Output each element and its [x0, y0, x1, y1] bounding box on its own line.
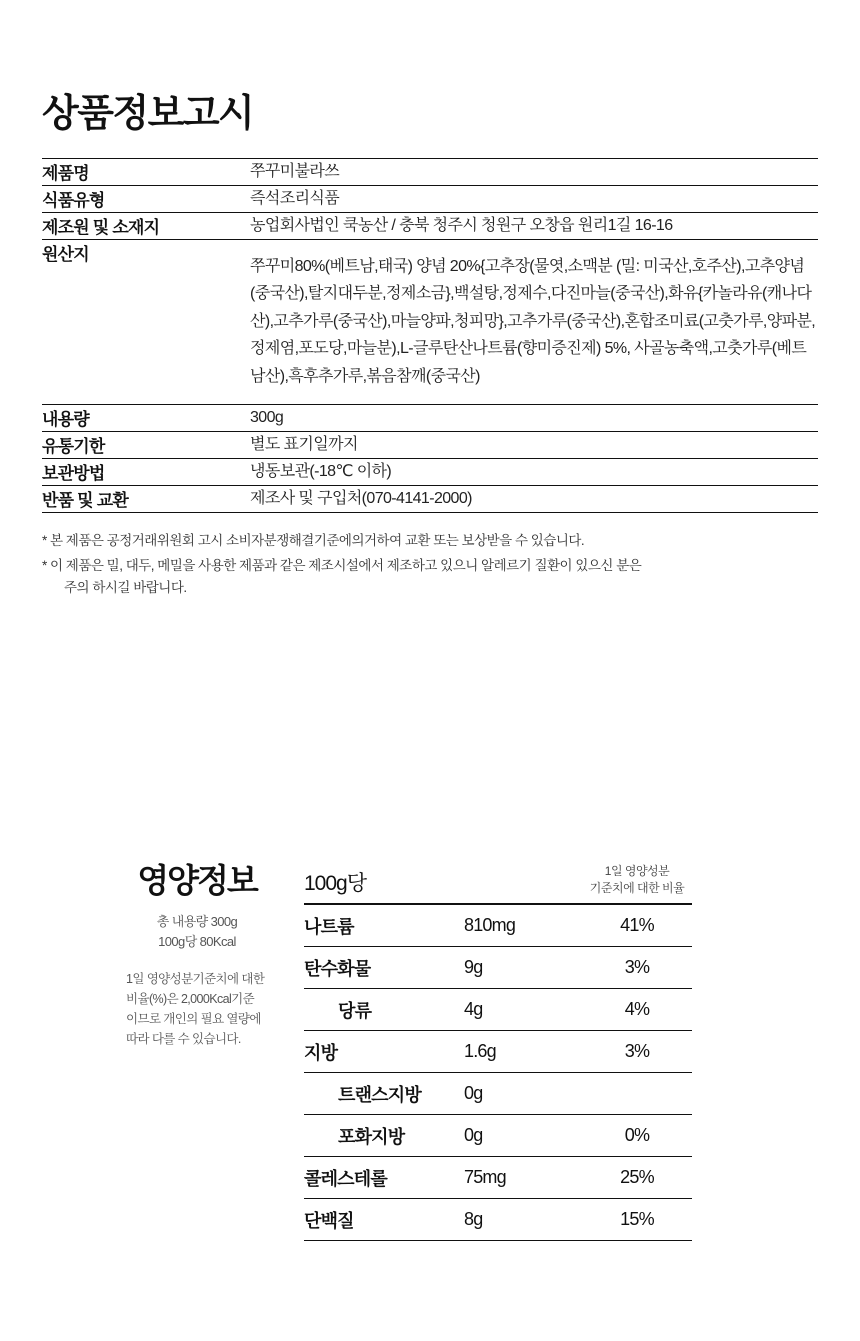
page-title: 상품정보고시: [42, 93, 254, 135]
info-value: 농업회사법인 쿡농산 / 충북 청주시 청원구 오창읍 원리1길 16-16: [250, 212, 818, 239]
nutrient-ratio: [582, 1072, 692, 1114]
table-row: [42, 185, 818, 212]
nutrient-name: 단백질: [304, 1198, 464, 1240]
nutrition-table-body: [304, 904, 692, 1241]
info-label: 유통기한: [42, 432, 250, 459]
nutrient-amount: 8g: [464, 1198, 582, 1240]
info-label: 제품명: [42, 158, 250, 185]
table-row: [304, 946, 692, 988]
nutrition-table-wrap: [282, 863, 818, 1241]
table-row: [304, 1198, 692, 1240]
nutrition-disclaimer: [112, 969, 282, 1049]
nutrition-disclaimer-line1: 1일 영양성분기준치에 대한: [126, 971, 265, 986]
nutrition-amount-header: [464, 863, 582, 904]
table-row: [304, 1030, 692, 1072]
nutrient-amount: 0g: [464, 1114, 582, 1156]
table-row: [42, 212, 818, 239]
nutrition-layout: [42, 863, 818, 1241]
info-value-origin: 쭈꾸미80%(베트남,태국) 양념 20%{고추장(물엿,소맥분 (밀: 미국산,호주산),고추양념(중국산),탈지대두분,정제소금},백설탕,정제수,다진마늘(중국산),화유{카놀라유(캐나다산),고추가루(중국산),마늘양파,청피망},고추가루(중국산),혼합조미료(고춧가루,양파분,정제염,포도당,마늘분),L-글루탄산나트륨(향미증진제) 5%, 사골농축액,고춧가루(베트남산),흑후추가루,볶음참깨(중국산): [250, 239, 818, 405]
info-value: 300g: [250, 405, 818, 432]
product-info-table: [42, 158, 818, 513]
nutrition-serving-header: 100g당: [304, 863, 464, 904]
product-info-table-body: [42, 158, 818, 512]
table-row: [42, 432, 818, 459]
nutrient-name: 트랜스지방: [304, 1072, 464, 1114]
info-label: 보관방법: [42, 458, 250, 485]
table-row: [304, 1114, 692, 1156]
info-value: 쭈꾸미불라쓰: [250, 158, 818, 185]
info-value: 냉동보관(-18℃ 이하): [250, 458, 818, 485]
info-label: 원산지: [42, 239, 250, 405]
table-row: [42, 458, 818, 485]
footnote-2: [42, 555, 818, 600]
footnote-2-line1: * 이 제품은 밀, 대두, 메밀을 사용한 제품과 같은 제조시설에서 제조하고 있으니 알레르기 질환이 있으신 분은: [42, 557, 642, 573]
nutrient-ratio: 15%: [582, 1198, 692, 1240]
nutrition-total-line1: 총 내용량 300g: [156, 914, 238, 930]
table-row: [42, 239, 818, 405]
nutrition-ratio-header-line2: 기준치에 대한 비율: [589, 880, 685, 895]
nutrient-ratio: 4%: [582, 988, 692, 1030]
nutrition-disclaimer-line4: 따라 다를 수 있습니다.: [126, 1031, 241, 1046]
table-row: [304, 904, 692, 947]
nutrient-amount: 810mg: [464, 904, 582, 947]
nutrition-total-line2: 100g당 80Kcal: [158, 934, 236, 950]
info-value: 별도 표기일까지: [250, 432, 818, 459]
nutrition-section: [42, 863, 818, 1241]
nutrient-name: 당류: [304, 988, 464, 1030]
nutrient-name: 포화지방: [304, 1114, 464, 1156]
nutrient-amount: 4g: [464, 988, 582, 1030]
nutrition-disclaimer-line2: 비율(%)은 2,000Kcal기준: [126, 991, 255, 1006]
info-label: 반품 및 교환: [42, 485, 250, 512]
table-row: [304, 1156, 692, 1198]
footnote-1: * 본 제품은 공정거래위원회 고시 소비자분쟁해결기준에의거하여 교환 또는 보상받을 수 있습니다.: [42, 532, 585, 548]
nutrition-table-head: [304, 863, 692, 904]
nutrition-heading: 영양정보: [137, 862, 257, 899]
nutrition-total-amount: [112, 912, 282, 952]
nutrient-amount: 75mg: [464, 1156, 582, 1198]
footnote-2-line2: 주의 하시길 바랍니다.: [64, 580, 187, 596]
footnotes: [42, 530, 818, 600]
info-value: 즉석조리식품: [250, 185, 818, 212]
info-label: 식품유형: [42, 185, 250, 212]
table-row: [42, 485, 818, 512]
nutrient-name: 나트륨: [304, 904, 464, 947]
nutrient-amount: 9g: [464, 946, 582, 988]
nutrient-name: 탄수화물: [304, 946, 464, 988]
table-row: [304, 988, 692, 1030]
nutrient-amount: 1.6g: [464, 1030, 582, 1072]
table-row: [42, 405, 818, 432]
nutrient-ratio: 0%: [582, 1114, 692, 1156]
nutrition-ratio-header: [582, 863, 692, 904]
info-value: 제조사 및 구입처(070-4141-2000): [250, 485, 818, 512]
nutrient-ratio: 3%: [582, 946, 692, 988]
nutrient-name: 지방: [304, 1030, 464, 1072]
nutrient-ratio: 25%: [582, 1156, 692, 1198]
table-row: [304, 1072, 692, 1114]
info-label: 제조원 및 소재지: [42, 212, 250, 239]
nutrient-amount: 0g: [464, 1072, 582, 1114]
nutrition-summary: [42, 863, 282, 1049]
nutrient-ratio: 41%: [582, 904, 692, 947]
nutrition-table: [304, 863, 692, 1241]
info-label: 내용량: [42, 405, 250, 432]
table-row: [42, 158, 818, 185]
nutrient-name: 콜레스테롤: [304, 1156, 464, 1198]
table-header-row: [304, 863, 692, 904]
nutrition-disclaimer-line3: 이므로 개인의 필요 열량에: [126, 1011, 261, 1026]
product-info-section: [42, 94, 818, 603]
nutrition-ratio-header-line1: 1일 영양성분: [604, 864, 670, 878]
nutrient-ratio: 3%: [582, 1030, 692, 1072]
